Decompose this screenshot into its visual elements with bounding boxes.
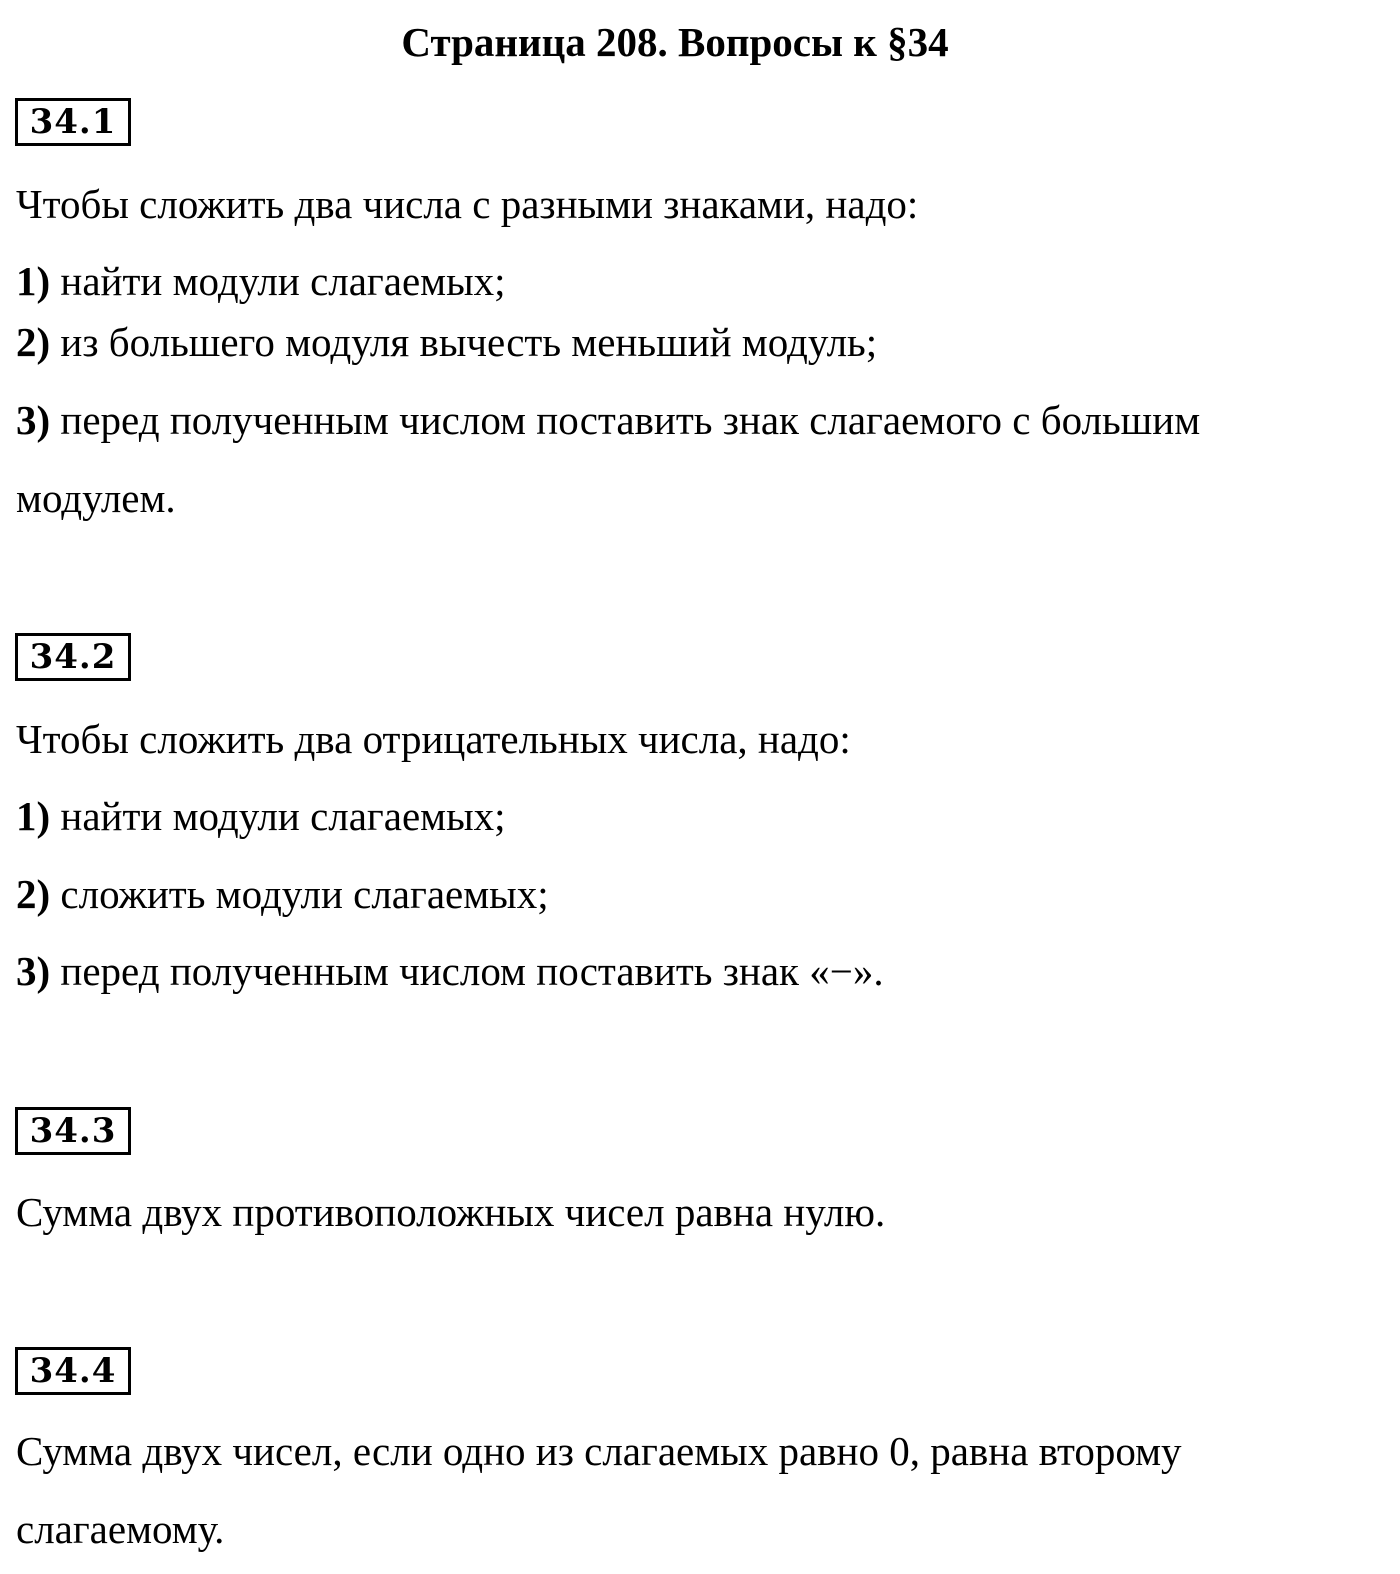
question-number-34-4: 34.4	[15, 1347, 131, 1395]
step-marker: 3)	[16, 397, 51, 443]
step-text: найти модули слагаемых;	[50, 793, 506, 839]
section-34-4-continuation: слагаемому.	[16, 1506, 225, 1552]
step-text: найти модули слагаемых;	[50, 258, 506, 304]
step-text: сложить модули слагаемых;	[50, 871, 549, 917]
page-title: Страница 208. Вопросы к §34	[401, 19, 949, 65]
section-34-1-continuation: модулем.	[16, 475, 176, 521]
section-34-1-step-1	[16, 254, 506, 308]
section-34-2-intro: Чтобы сложить два отрицательных числа, надо:	[16, 716, 851, 762]
question-number-34-2: 34.2	[15, 633, 131, 681]
step-text: перед полученным числом поставить знак «−».	[50, 948, 884, 994]
section-34-3-text: Сумма двух противоположных чисел равна нулю.	[16, 1189, 886, 1235]
section-34-2-step-3	[16, 944, 884, 998]
step-marker: 3)	[16, 948, 51, 994]
section-34-2-step-1	[16, 789, 506, 843]
section-34-1-intro: Чтобы сложить два числа с разными знаками, надо:	[16, 181, 919, 227]
section-34-1-step-2	[16, 315, 877, 369]
step-marker: 1)	[16, 793, 51, 839]
section-34-1-step-3	[16, 393, 1200, 447]
question-number-34-3: 34.3	[15, 1107, 131, 1155]
step-marker: 1)	[16, 258, 51, 304]
section-34-4-text: Сумма двух чисел, если одно из слагаемых равно 0, равна второму	[16, 1428, 1182, 1474]
question-number-34-1: 34.1	[15, 98, 131, 146]
step-text: из большего модуля вычесть меньший модуль;	[50, 319, 878, 365]
step-marker: 2)	[16, 319, 51, 365]
step-marker: 2)	[16, 871, 51, 917]
step-text: перед полученным числом поставить знак слагаемого с большим	[50, 397, 1201, 443]
section-34-2-step-2	[16, 867, 549, 921]
